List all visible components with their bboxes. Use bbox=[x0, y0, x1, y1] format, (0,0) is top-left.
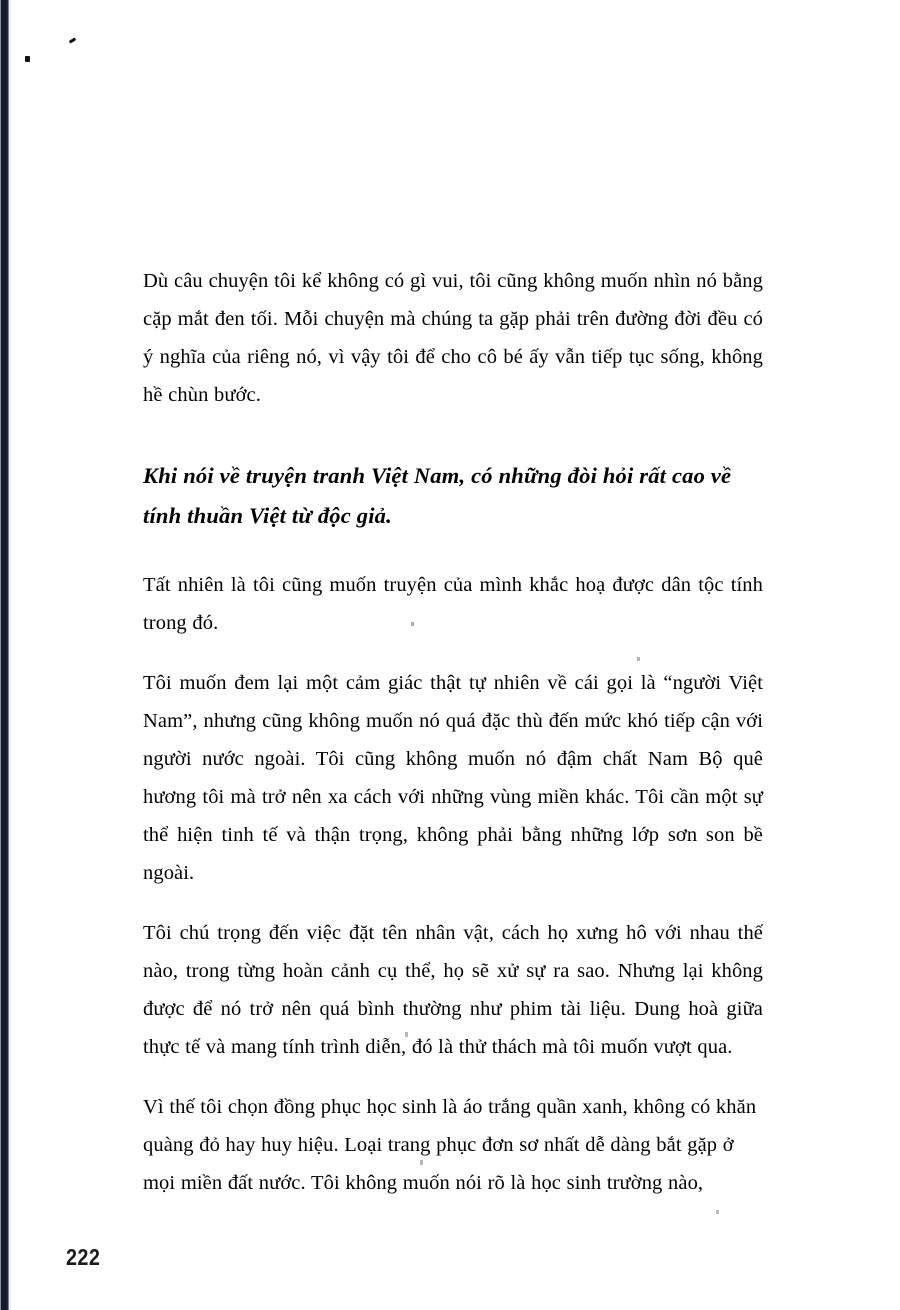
book-gutter-shadow bbox=[0, 0, 9, 1310]
scan-speck-icon bbox=[25, 56, 30, 62]
scan-speck-icon bbox=[69, 37, 77, 43]
section-heading: Khi nói về truyện tranh Việt Nam, có những đòi hỏi rất cao về tính thuần Việt từ độc giả. bbox=[143, 463, 732, 528]
scan-speck-icon bbox=[716, 1210, 719, 1214]
body-paragraph: Tôi chú trọng đến việc đặt tên nhân vật, cách họ xưng hô với nhau thế nào, trong từng hoàn cảnh cụ thể, họ sẽ xử sự ra sao. Nhưng lại không được để nó trở nên quá bình thường như phim tài liệu. Dung hoà giữa thực tế và mang tính trình diễn, đó là thử thách mà tôi muốn vượt qua. bbox=[143, 922, 763, 1058]
book-gutter-edge bbox=[9, 0, 11, 1310]
body-paragraph: Dù câu chuyện tôi kể không có gì vui, tôi cũng không muốn nhìn nó bằng cặp mắt đen tối. Mỗi chuyện mà chúng ta gặp phải trên đường đời đều có ý nghĩa của riêng nó, vì vậy tôi để cho cô bé ấy vẫn tiếp tục sống, không hề chùn bước. bbox=[143, 270, 763, 406]
page-number: 222 bbox=[66, 1244, 101, 1270]
body-paragraph: Vì thế tôi chọn đồng phục học sinh là áo trắng quần xanh, không có khăn quàng đỏ hay huy hiệu. Loại trang phục đơn sơ nhất dễ dàng bắt gặp ở mọi miền đất nước. Tôi không muốn nói rõ là học sinh trường nào, bbox=[143, 1096, 757, 1194]
body-paragraph: Tôi muốn đem lại một cảm giác thật tự nhiên về cái gọi là “người Việt Nam”, nhưng cũng không muốn nó quá đặc thù đến mức khó tiếp cận với người nước ngoài. Tôi cũng không muốn nó đậm chất Nam Bộ quê hương tôi mà trở nên xa cách với những vùng miền khác. Tôi cần một sự thể hiện tinh tế và thận trọng, không phải bằng những lớp sơn son bề ngoài. bbox=[143, 672, 763, 884]
body-paragraph: Tất nhiên là tôi cũng muốn truyện của mình khắc hoạ được dân tộc tính trong đó. bbox=[143, 574, 763, 634]
text-column bbox=[143, 262, 763, 1202]
